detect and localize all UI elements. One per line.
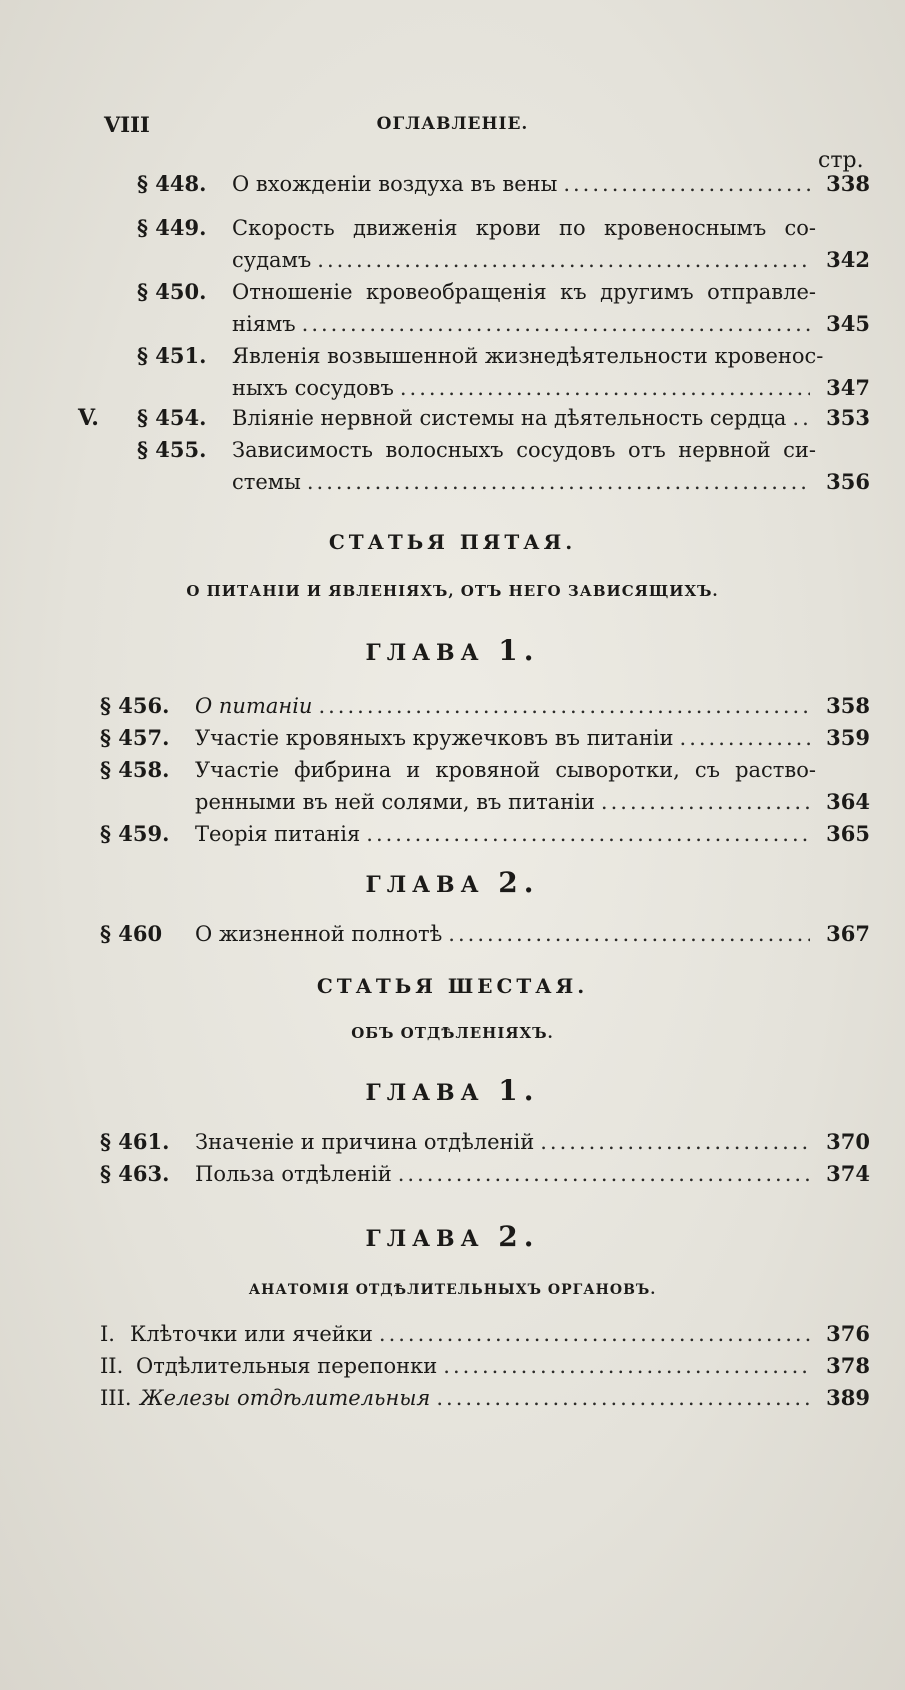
- entry-page: 364: [826, 789, 870, 814]
- section-number: § 458.: [100, 757, 170, 782]
- section-number: § 457.: [100, 725, 170, 750]
- section-number: I.: [100, 1322, 115, 1346]
- section-number: § 454.: [137, 405, 207, 430]
- chapter-number: 2.: [498, 1220, 540, 1253]
- entry-title-line: стемы: [232, 470, 301, 494]
- entry-page: 365: [826, 821, 870, 846]
- chapter-heading: [0, 1220, 905, 1253]
- leader-dots: [448, 918, 810, 950]
- section-number: § 451.: [137, 343, 207, 368]
- leader-dots: [563, 168, 810, 200]
- section-number: § 463.: [100, 1161, 170, 1186]
- entry-page: 358: [826, 693, 870, 718]
- entry-title-line: Зависимость волосныхъ сосудовъ отъ нервной си-: [232, 438, 816, 462]
- chapter-subtitle: АНАТОМІЯ ОТДѢЛИТЕЛЬНЫХЪ ОРГАНОВЪ.: [248, 1282, 657, 1298]
- entry-page: 374: [826, 1161, 870, 1186]
- leader-dots: [601, 786, 810, 818]
- entry-page: 342: [826, 247, 870, 272]
- chapter-label: ГЛАВА: [365, 1226, 485, 1252]
- entry-page: 347: [826, 375, 870, 400]
- entry-title-line: ніямъ: [232, 312, 296, 336]
- entry-title-line: Скорость движенія крови по кровеноснымъ со-: [232, 216, 816, 240]
- article-title: СТАТЬЯ ПЯТАЯ.: [328, 530, 577, 554]
- section-number: § 455.: [137, 437, 207, 462]
- chapter-label: ГЛАВА: [365, 872, 485, 898]
- leader-dots: [379, 1318, 810, 1350]
- entry-page: 359: [826, 725, 870, 750]
- leader-dots: [302, 308, 810, 340]
- page-header: [0, 112, 905, 142]
- article-subtitle: О ПИТАНІИ И ЯВЛЕНІЯХЪ, ОТЪ НЕГО ЗАВИСЯЩИХЪ.: [186, 582, 719, 600]
- entry-title: О питаніи: [195, 694, 313, 718]
- entry-page: 353: [826, 405, 870, 430]
- section-number: § 449.: [137, 215, 207, 240]
- entry-title: Вліяніе нервной системы на дѣятельность сердца: [232, 406, 787, 430]
- leader-dots: [366, 818, 810, 850]
- entry-page: 370: [826, 1129, 870, 1154]
- entry-page: 378: [826, 1353, 870, 1378]
- leader-dots: [307, 466, 810, 498]
- chapter-label: ГЛАВА: [365, 640, 485, 666]
- chapter-number: 2.: [498, 866, 540, 899]
- section-number: § 459.: [100, 821, 170, 846]
- entry-title-line: Отношеніе кровеобращенія къ другимъ отправле-: [232, 280, 816, 304]
- entry-page: 338: [826, 171, 870, 196]
- entry-title-line: Явленія возвышенной жизнедѣятельности кровенос-: [232, 344, 824, 368]
- page-number: VIII: [104, 112, 150, 137]
- entry-title: Польза отдѣленій: [195, 1162, 392, 1186]
- entry-page: 345: [826, 311, 870, 336]
- section-number: § 450.: [137, 279, 207, 304]
- entry-title-line: судамъ: [232, 248, 312, 272]
- entry-title: О жизненной полнотѣ: [195, 922, 443, 946]
- article-subtitle: ОБЪ ОТДѢЛЕНІЯХЪ.: [351, 1024, 554, 1042]
- entry-title-line: ныхъ сосудовъ: [232, 376, 394, 400]
- section-number: II.: [100, 1354, 124, 1378]
- entry-page: 376: [826, 1321, 870, 1346]
- entry-title: Значеніе и причина отдѣленій: [195, 1130, 535, 1154]
- leader-dots: [436, 1382, 810, 1414]
- entry-title: Участіе кровяныхъ кружечковъ въ питаніи: [195, 726, 674, 750]
- chapter-heading: [0, 1074, 905, 1107]
- section-number: § 456.: [100, 693, 170, 718]
- chapter-number: 1.: [498, 634, 540, 667]
- entry-page: 356: [826, 469, 870, 494]
- leader-dots: [680, 722, 810, 754]
- leader-dots: [398, 1158, 810, 1190]
- entry-title: Клѣточки или ячейки: [130, 1322, 373, 1346]
- leader-dots: [792, 402, 810, 434]
- chapter-heading: [0, 866, 905, 899]
- leader-dots: [443, 1350, 810, 1382]
- article-title: СТАТЬЯ ШЕСТАЯ.: [316, 974, 589, 998]
- entry-title: Отдѣлительныя перепонки: [136, 1354, 438, 1378]
- entry-title: Теорія питанія: [195, 822, 361, 846]
- entry-title: О вхожденіи воздуха въ вены: [232, 172, 558, 196]
- entry-page: 389: [826, 1385, 870, 1410]
- chapter-label: ГЛАВА: [365, 1080, 485, 1106]
- section-number: III.: [100, 1386, 132, 1410]
- page-column-label: стр.: [818, 148, 864, 173]
- page-title: ОГЛАВЛЕНІЕ.: [376, 114, 529, 134]
- entry-title-line: ренными въ ней солями, въ питаніи: [195, 790, 595, 814]
- section-number: § 460: [100, 921, 163, 946]
- chapter-number: 1.: [498, 1074, 540, 1107]
- section-number: § 461.: [100, 1129, 170, 1154]
- leader-dots: [400, 372, 810, 404]
- leader-dots: [317, 244, 810, 276]
- entry-page: 367: [826, 921, 870, 946]
- chapter-heading: [0, 634, 905, 667]
- section-number: § 448.: [137, 171, 207, 196]
- entry-title-line: Участіе фибрина и кровяной сыворотки, съ раство-: [195, 758, 816, 782]
- entry-title: Железы отдѣлительныя: [140, 1386, 431, 1410]
- margin-mark: V.: [78, 405, 99, 431]
- leader-dots: [318, 690, 810, 722]
- leader-dots: [540, 1126, 810, 1158]
